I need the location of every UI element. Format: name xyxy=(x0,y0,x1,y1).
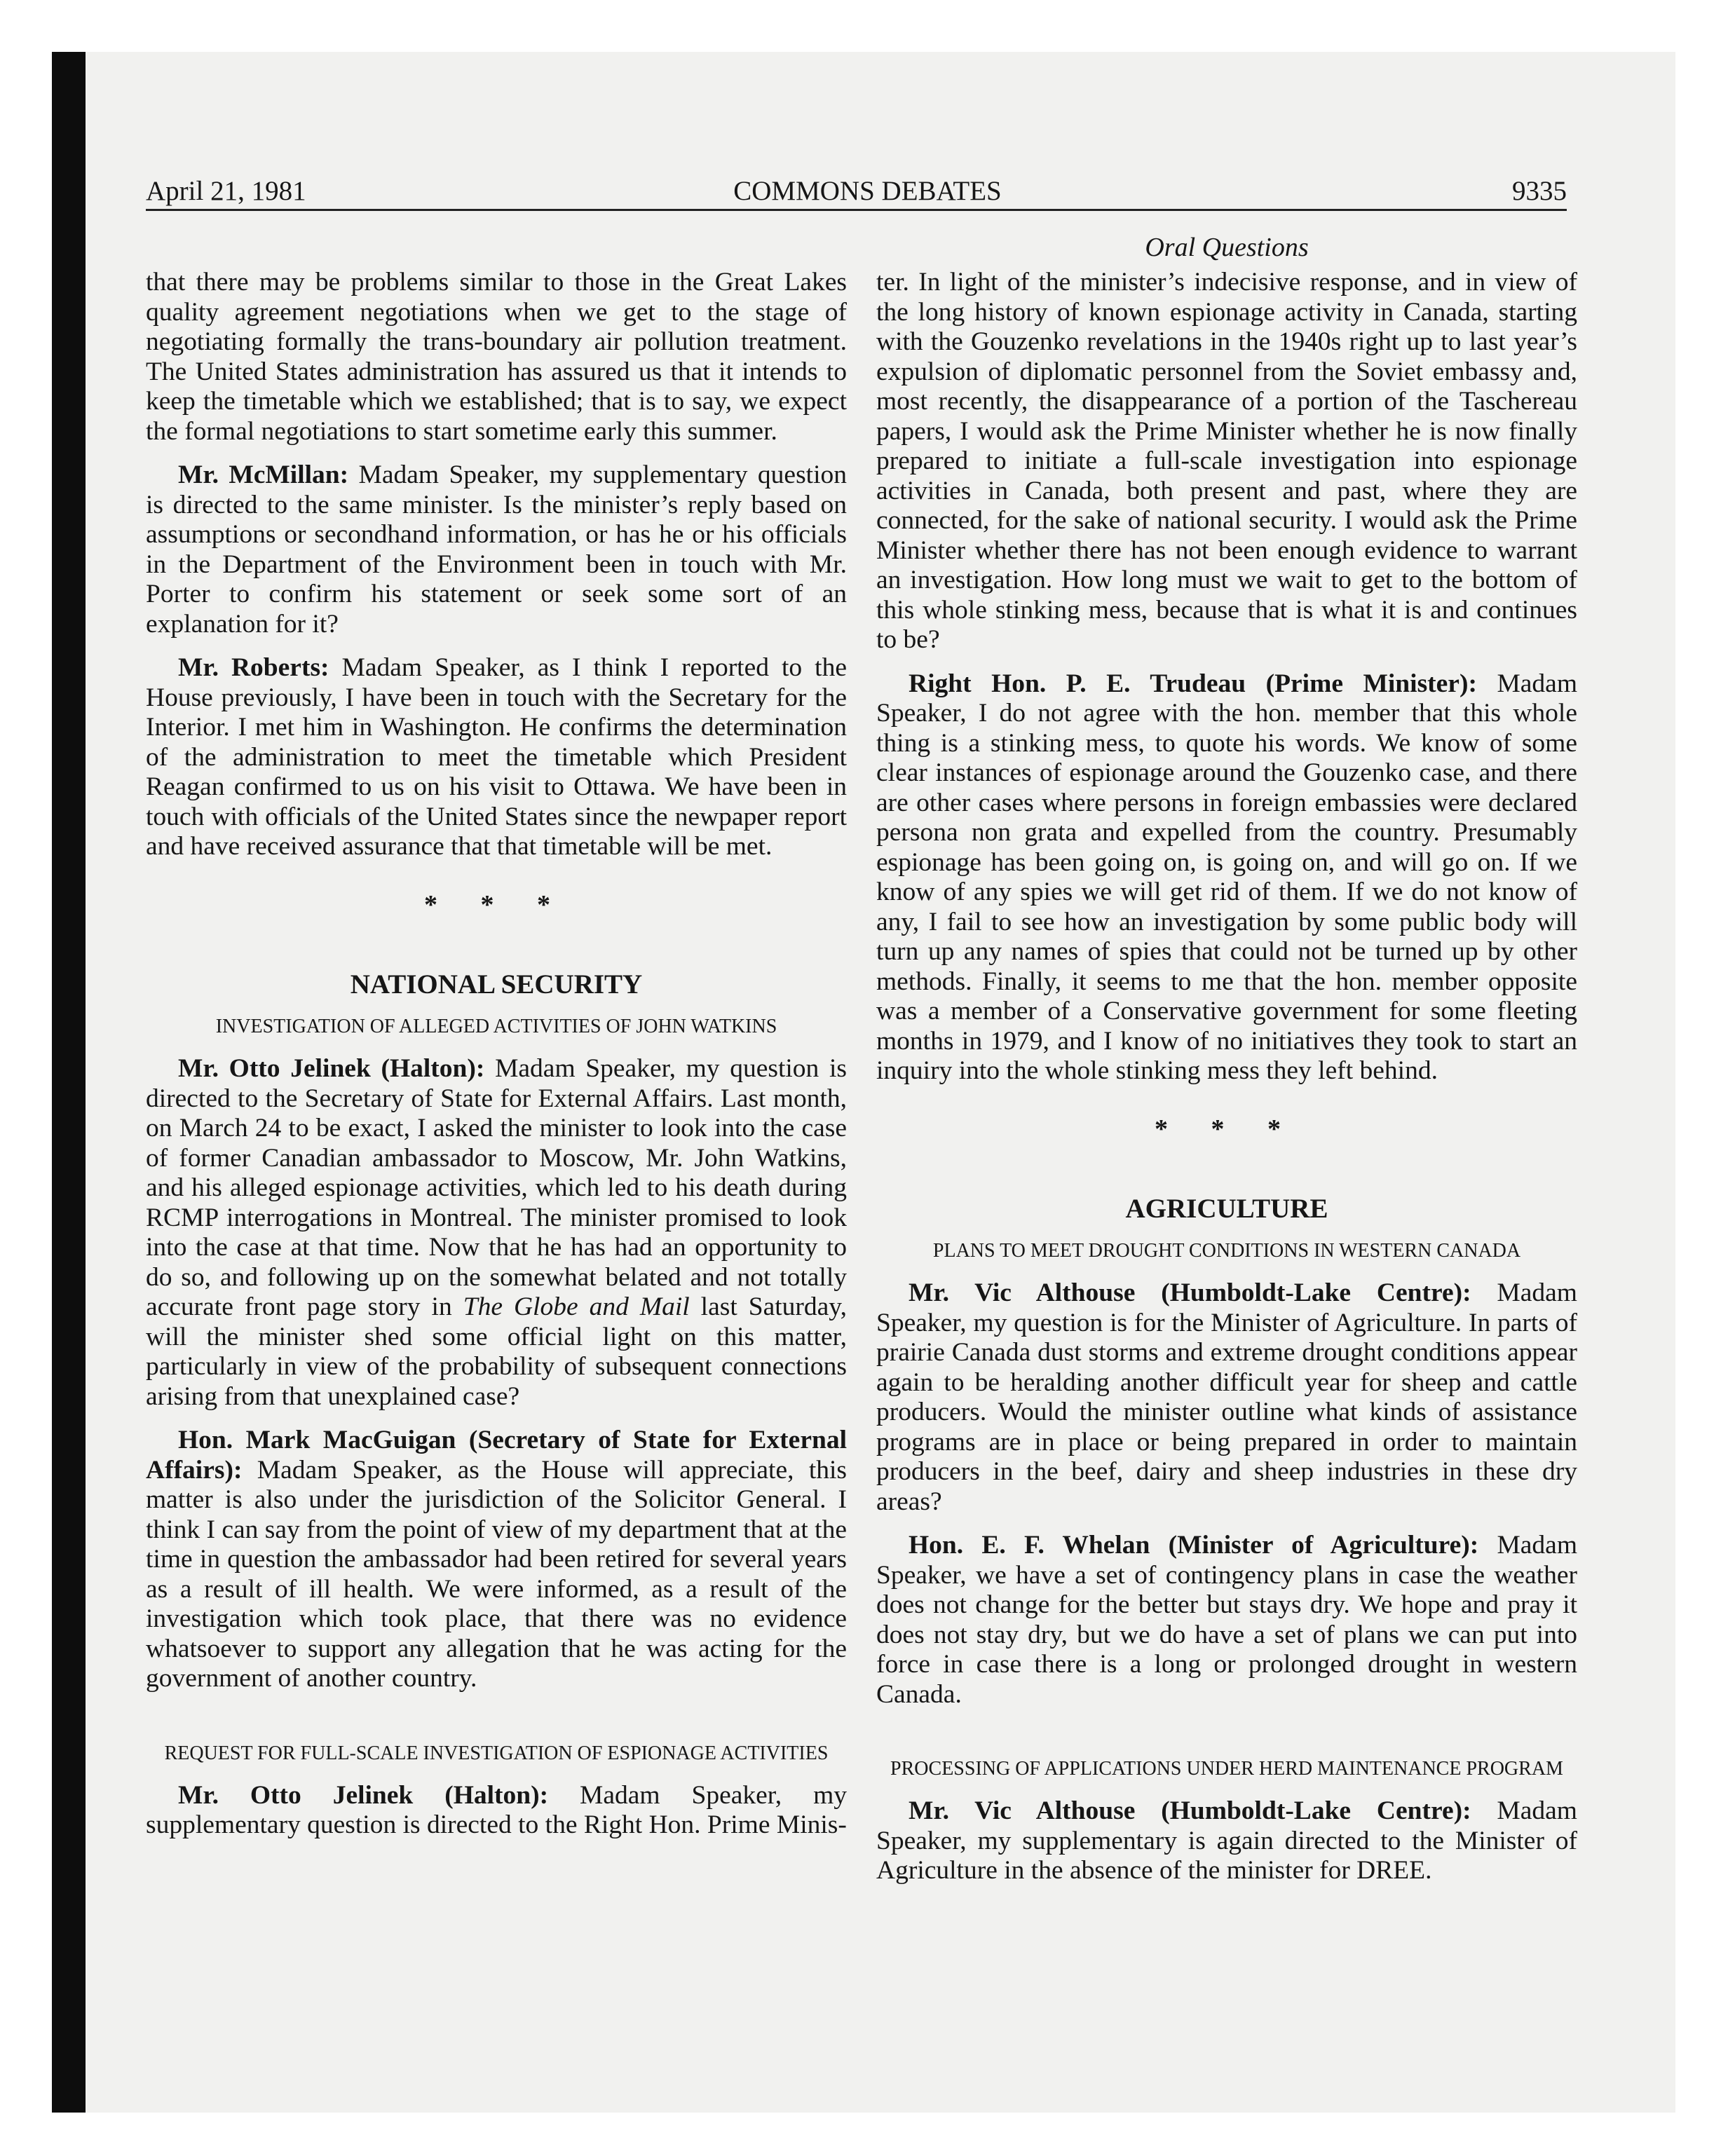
speech-text: Madam Speaker, we have a set of contingency plans in case the weather does not change for the better but stays dry. We hope and pray it does not stay dry, but we do have a set of plans we can put into force in case there is a long or prolonged drought in western Canada. xyxy=(876,1531,1577,1709)
paragraph: ter. In light of the minister’s indecisive response, and in view of the long history of known espionage activity in Canada, starting with the Gouzenko revelations in the 1940s right up to last year’s expulsion of diplomatic personnel from the Soviet embassy and, most recently, the disappearance of a portion of the Taschereau papers, I would ask the Prime Minister whether he is now finally prepared to initiate a full-scale investigation into espionage activities in Canada, both present and past, where they are connected, for the sake of national security. I would ask the Prime Minister whether there has not been enough evidence to warrant an investigation. How long must we wait to get to the bottom of this whole stinking mess, because that is what it is and continues to be? xyxy=(876,268,1577,654)
header-rule xyxy=(146,209,1567,211)
paragraph xyxy=(146,653,847,862)
paragraph xyxy=(146,1054,847,1412)
speech-text: Madam Speaker, my supplementary question is directed to the Right Hon. Prime Minis- xyxy=(146,1780,847,1839)
speaker-name: Mr. Otto Jelinek (Halton): xyxy=(178,1054,485,1083)
speech-text: Madam Speaker, my supplementary is again directed to the Minister of Agriculture in the absence of the minister for DREE. xyxy=(876,1796,1577,1885)
speech-text: Madam Speaker, I do not agree with the hon. member that this whole thing is a stinking mess, to quote his words. We know of some clear instances of espionage around the Gouzenko case, and there are other cases where persons in foreign embassies were declared persona non grata and expelled from the country. Presumably espionage has been going on, is going on, and will go on. If we know of any spies we will get rid of them. If we do not know of any, I fail to see how an investigation by some public body will turn up any names of spies that could not be turned up by other methods. Finally, it seems to me that the hon. member opposite was a member of a Conservative government for some fleeting months in 1979, and I know of no initiatives they took to start an inquiry into the whole stinking mess they left behind. xyxy=(876,669,1577,1085)
speech-text: Madam Speaker, as the House will appreciate, this matter is also under the jurisdiction of the Solicitor General. I think I can say from the point of view of my department that at the time in question the ambassador had been retired for several years as a result of ill health. We were informed, as a result of the investigation which took place, that there was no evidence whatsoever to support any allegation that he was acting for the government of another country. xyxy=(146,1455,847,1693)
section-separator: * * * xyxy=(424,889,569,920)
left-column xyxy=(146,268,847,1855)
paragraph xyxy=(876,1796,1577,1886)
header-date: April 21, 1981 xyxy=(146,176,306,206)
subheading: PROCESSING OF APPLICATIONS UNDER HERD MAINTENANCE PROGRAM xyxy=(890,1758,1563,1780)
paragraph xyxy=(876,1278,1577,1517)
scan-border xyxy=(52,52,86,2113)
paragraph xyxy=(876,669,1577,1086)
subheading: INVESTIGATION OF ALLEGED ACTIVITIES OF JOHN WATKINS xyxy=(215,1016,777,1037)
speech-text: Madam Speaker, my question is for the Minister of Agriculture. In parts of prairie Canada dust storms and extreme drought conditions appear again to be heralding another difficult year for sheep and cattle producers. Would the minister outline what kinds of assistance programs are in place or being prepared in order to maintain producers in the beef, dairy and sheep industries in these dry areas? xyxy=(876,1278,1577,1516)
section-heading: NATIONAL SECURITY xyxy=(350,969,643,999)
subheading: REQUEST FOR FULL-SCALE INVESTIGATION OF ESPIONAGE ACTIVITIES xyxy=(164,1742,829,1764)
paragraph xyxy=(146,460,847,639)
paragraph xyxy=(146,1426,847,1694)
section-heading: AGRICULTURE xyxy=(1125,1194,1328,1224)
speech-text: Madam Speaker, as I think I reported to the House previously, I have been in touch with the Secretary for the Interior. I met him in Washington. He confirms the determination of the administration to meet the timetable which President Reagan confirmed to us on his visit to Ottawa. We have been in touch with officials of the United States since the newpaper report and have received assurance that that timetable will be met. xyxy=(146,653,847,861)
paragraph xyxy=(876,1531,1577,1710)
speaker-name: Right Hon. P. E. Trudeau (Prime Minister): xyxy=(909,669,1477,698)
speech-text: last Saturday, will the minister shed some official light on this matter, particularly in view of the probability of subsequent connections arising from that unexplained case? xyxy=(146,1292,847,1411)
page-number: 9335 xyxy=(1512,176,1567,206)
section-separator: * * * xyxy=(1155,1114,1299,1144)
speaker-name: Mr. Vic Althouse (Humboldt-Lake Centre): xyxy=(909,1278,1471,1307)
running-head: Oral Questions xyxy=(1145,233,1309,262)
header-title: COMMONS DEBATES xyxy=(733,176,1002,206)
newspaper-title: The Globe and Mail xyxy=(463,1292,690,1321)
right-column xyxy=(876,268,1577,1900)
speaker-name: Mr. McMillan: xyxy=(178,460,349,489)
paragraph: that there may be problems similar to those in the Great Lakes quality agreement negotiations when we get to the stage of negotiating formally the trans-boundary air pollution treatment. The United States administration has assured us that it intends to keep the timetable which we established; that is to say, we expect the formal negotiations to start sometime early this summer. xyxy=(146,268,847,446)
speaker-name: Hon. Mark MacGuigan (Secretary of State for External Affairs): xyxy=(146,1426,847,1485)
speech-text: Madam Speaker, my supplementary question is directed to the same minister. Is the minister’s reply based on assumptions or secondhand information, or has he or his officials in the Department of the Environment been in touch with Mr. Porter to confirm his statement or seek some sort of an explanation for it? xyxy=(146,460,847,639)
speaker-name: Mr. Roberts: xyxy=(178,653,329,682)
speaker-name: Mr. Vic Althouse (Humboldt-Lake Centre): xyxy=(909,1796,1471,1825)
subheading: PLANS TO MEET DROUGHT CONDITIONS IN WESTERN CANADA xyxy=(932,1240,1521,1262)
speaker-name: Hon. E. F. Whelan (Minister of Agriculture): xyxy=(909,1531,1479,1560)
speech-text: Madam Speaker, my question is directed to the Secretary of State for External Affairs. Last month, on March 24 to be exact, I asked the minister to look into the case of former Canadian ambassador to Moscow, Mr. John Watkins, and his alleged espionage activities, which led to his death during RCMP interrogations in Montreal. The minister promised to look into the case at that time. Now that he has had an opportunity to do so, and following up on the somewhat belated and not totally accurate front page story in xyxy=(146,1054,847,1321)
speaker-name: Mr. Otto Jelinek (Halton): xyxy=(178,1780,549,1810)
paragraph xyxy=(146,1781,847,1841)
